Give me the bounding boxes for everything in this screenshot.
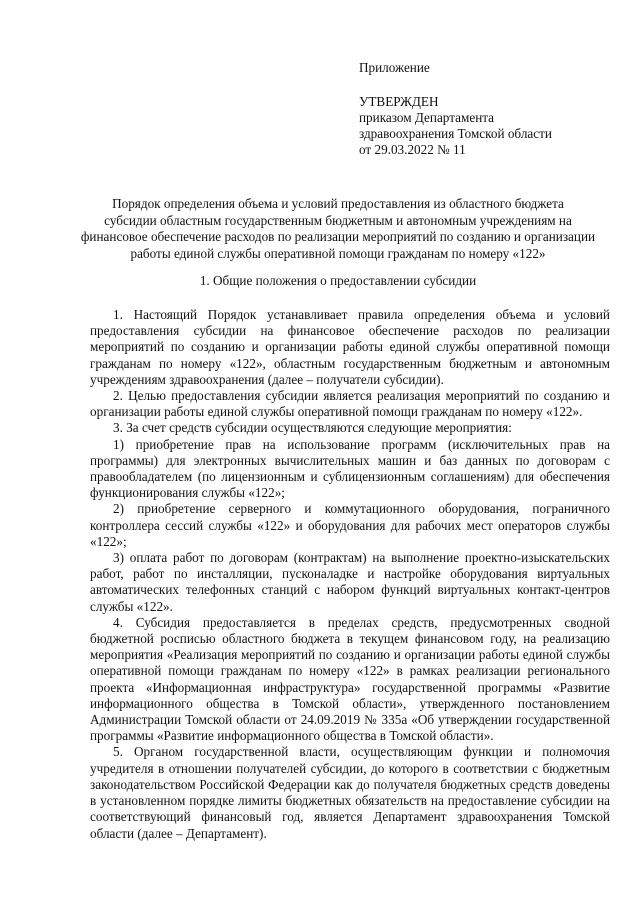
document-body: [90, 307, 610, 842]
document-title: [68, 196, 608, 262]
approved-by-line: приказом Департамента: [359, 110, 495, 125]
title-line: работы единой службы оперативной помощи гражданам по номеру «122»: [130, 245, 546, 261]
approved-label: УТВЕРЖДЕН: [359, 94, 439, 109]
paragraph-1: 1. Настоящий Порядок устанавливает правила определения объема и условий предоставления субсидии на финансовое обеспечение расходов по реализации мероприятий по созданию и организации работы единой службы оперативной помощи гражданам по номеру «122», областным государственным бюджетным и автономным учреждениям здравоохранения (далее – получатели субсидии).: [90, 307, 610, 387]
list-item-2: 2) приобретение серверного и коммутационного оборудования, пограничного контроллера сессий службы «122» и оборудования для рабочих мест операторов службы «122»;: [90, 501, 610, 549]
paragraph-5: 5. Органом государственной власти, осуществляющим функции и полномочия учредителя в отношении получателей субсидии, до которого в соответствии с бюджетным законодательством Российской Федерации как до получателя бюджетных средств доведены в установленном порядке лимиты бюджетных обязательств на предоставление субсидии на соответствующий финансовый год, является Департамент здравоохранения Томской области (далее – Департамент).: [90, 744, 610, 841]
paragraph-2: 2. Целью предоставления субсидии является реализация мероприятий по созданию и организации работы единой службы оперативной помощи гражданам по номеру «122».: [90, 388, 610, 420]
approved-by-date-line: от 29.03.2022 № 11: [359, 142, 466, 157]
approval-header: [359, 60, 619, 158]
approved-by-line: здравоохранения Томской области: [359, 126, 552, 141]
title-line: финансовое обеспечение расходов по реализации мероприятий по созданию и организации: [80, 229, 596, 244]
section-heading: 1. Общие положения о предоставлении субсидии: [199, 273, 477, 288]
title-line: Порядок определения объема и условий предоставления из областного бюджета: [112, 196, 564, 211]
title-line: субсидии областным государственным бюджетным и автономным учреждениям на: [104, 212, 572, 228]
paragraph-4: 4. Субсидия предоставляется в пределах средств, предусмотренных сводной бюджетной росписью областного бюджета в текущем финансовом году, на реализацию мероприятия «Реализация мероприятий по созданию и организации работы единой службы оперативной помощи гражданам по номеру «122» в рамках реализации регионального проекта «Информационная инфраструктура» государственной программы «Развитие информационного общества в Томской области», утвержденного постановлением Администрации Томской области от 24.09.2019 № 335а «Об утверждении государственной программы «Развитие информационного общества в Томской области».: [90, 614, 610, 744]
paragraph-3: 3. За счет средств субсидии осуществляются следующие мероприятия:: [113, 420, 512, 436]
list-item-1: 1) приобретение прав на использование программ (исключительных прав на программы) для электронных вычислительных машин и баз данных по договорам с правообладателем (по лицензионным и сублицензионным соглашениям) для обеспечения функционирования службы «122»;: [90, 436, 610, 501]
list-item-3: 3) оплата работ по договорам (контрактам) на выполнение проектно-изыскательских работ, работ по инсталляции, пусконаладке и настройке оборудования виртуальных автоматических телефонных станций с набором функций виртуальных контакт-центров службы «122».: [90, 550, 610, 614]
appendix-label: Приложение: [359, 60, 430, 75]
